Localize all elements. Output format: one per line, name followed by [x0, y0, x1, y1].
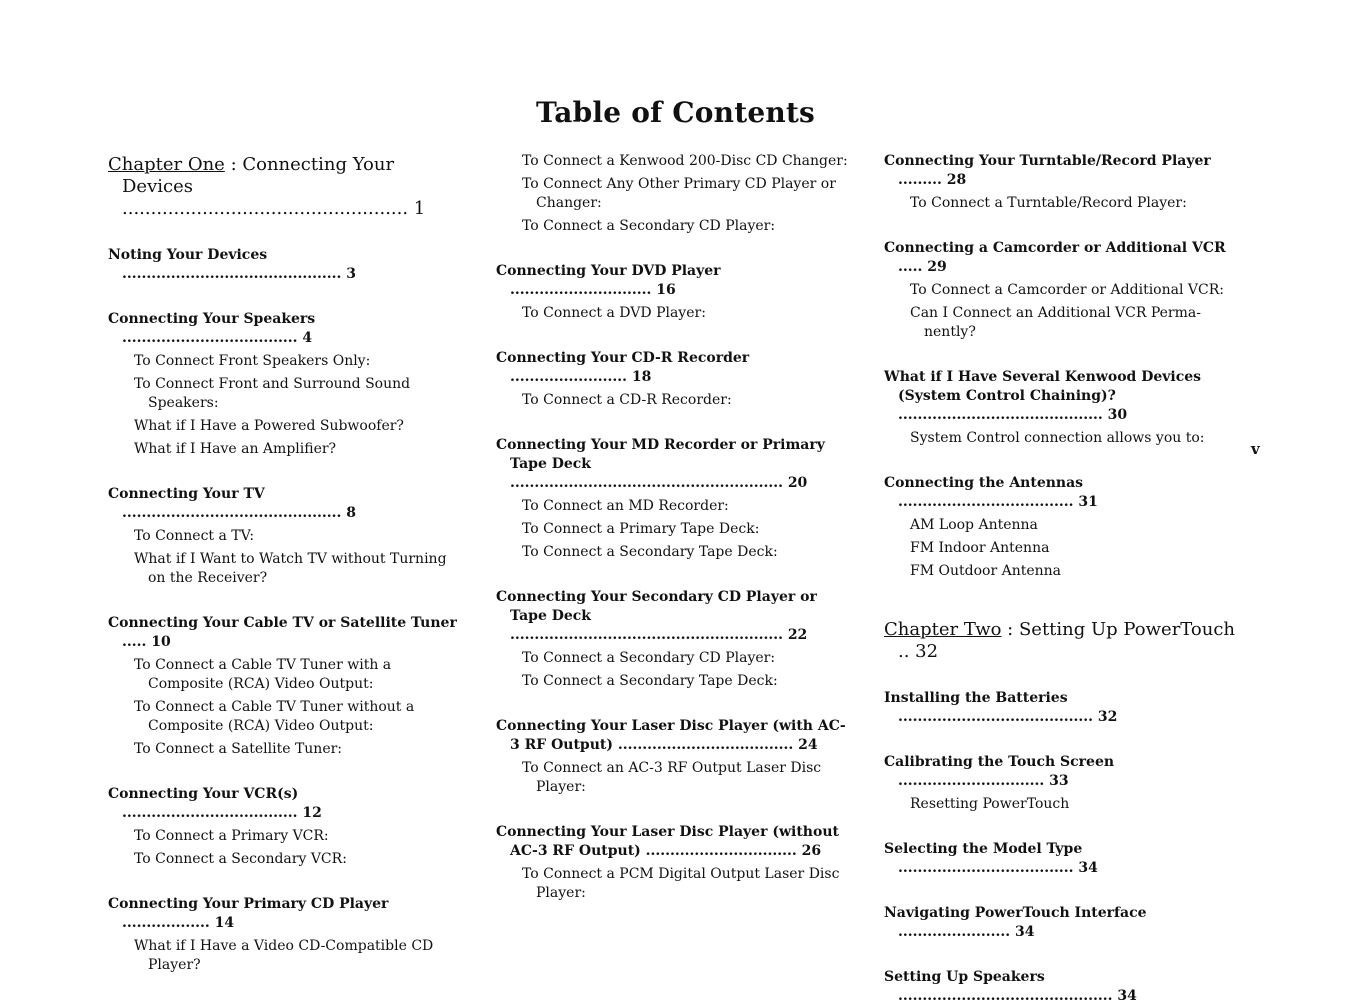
page-title: Table of Contents	[535, 96, 816, 129]
toc-subsection-entry[interactable]: To Connect a Primary Tape Deck:	[522, 521, 760, 537]
toc-section-entry[interactable]: Navigating PowerTouch Interface ....................... 34	[884, 905, 1147, 940]
toc-subsection-entry[interactable]: To Connect a Secondary Tape Deck:	[522, 544, 778, 560]
toc-subsection-entry[interactable]: To Connect a Secondary Tape Deck:	[522, 673, 778, 689]
toc-section-entry[interactable]: Connecting Your MD Recorder or Primary Tape Deck ........................................................ 20	[496, 437, 825, 491]
toc-section-entry[interactable]: Connecting the Antennas .................................... 31	[884, 475, 1098, 510]
toc-section-entry[interactable]: Connecting Your VCR(s) .................................... 12	[108, 786, 322, 821]
toc-section-entry[interactable]: Connecting Your Laser Disc Player (with AC-3 RF Output) .................................... 24	[496, 718, 846, 753]
toc-subsection-entry[interactable]: To Connect a Primary VCR:	[134, 828, 329, 844]
toc-section-entry[interactable]: Calibrating the Touch Screen .............................. 33	[884, 754, 1115, 789]
toc-subsection-entry[interactable]: To Connect a Cable TV Tuner with a Composite (RCA) Video Output:	[134, 657, 392, 692]
toc-section-entry[interactable]: Connecting a Camcorder or Additional VCR ..... 29	[884, 240, 1226, 275]
toc-section-entry[interactable]: Connecting Your Speakers .................................... 4	[108, 311, 316, 346]
toc-subsection-entry[interactable]: What if I Want to Watch TV without Turning on the Receiver?	[134, 551, 447, 586]
toc-subsection-entry[interactable]: To Connect a Satellite Tuner:	[134, 741, 343, 757]
toc-column-3	[884, 152, 1242, 1006]
toc-subsection-entry[interactable]: To Connect an MD Recorder:	[522, 498, 729, 514]
chapter-link[interactable]: Chapter Two	[884, 619, 1002, 640]
toc-subsection-entry[interactable]: To Connect a CD-R Recorder:	[522, 392, 732, 408]
toc-subsection-entry[interactable]: To Connect a TV:	[134, 528, 255, 544]
toc-column-1	[108, 152, 466, 975]
toc-subsection-entry[interactable]: Can I Connect an Additional VCR Perma- nently?	[910, 305, 1201, 340]
toc-subsection-entry[interactable]: To Connect Front and Surround Sound Speakers:	[134, 376, 411, 411]
toc-subsection-entry[interactable]: What if I Have an Amplifier?	[134, 441, 337, 457]
toc-subsection-entry[interactable]: To Connect a Cable TV Tuner without a Composite (RCA) Video Output:	[134, 699, 415, 734]
toc-subsection-entry[interactable]: To Connect an AC-3 RF Output Laser Disc Player:	[522, 760, 822, 795]
chapter-link[interactable]: Chapter One	[108, 154, 225, 175]
toc-subsection-entry[interactable]: What if I Have a Video CD-Compatible CD Player?	[134, 938, 434, 973]
page-number: v	[1251, 440, 1260, 458]
toc-section-entry[interactable]: What if I Have Several Kenwood Devices (System Control Chaining)? .......................................... 30	[884, 369, 1202, 423]
toc-subsection-entry[interactable]: To Connect a Secondary CD Player:	[522, 218, 776, 234]
toc-subsection-entry[interactable]: What if I Have a Powered Subwoofer?	[134, 418, 404, 434]
toc-subsection-entry[interactable]: To Connect Front Speakers Only:	[134, 353, 371, 369]
toc-subsection-entry[interactable]: To Connect a Secondary CD Player:	[522, 650, 776, 666]
toc-subsection-entry[interactable]: To Connect a Secondary VCR:	[134, 851, 347, 867]
toc-chapter-entry[interactable]	[884, 619, 1242, 663]
toc-subsection-entry[interactable]: To Connect Any Other Primary CD Player or Changer:	[522, 176, 836, 211]
chapter-title: : Setting Up PowerTouch .. 32	[898, 619, 1236, 662]
toc-subsection-entry[interactable]: To Connect a Kenwood 200-Disc CD Changer:	[522, 153, 848, 169]
toc-column-2	[496, 152, 854, 903]
toc-section-entry[interactable]: Selecting the Model Type .................................... 34	[884, 841, 1098, 876]
toc-subsection-entry[interactable]: AM Loop Antenna	[910, 517, 1038, 533]
toc-section-entry[interactable]: Setting Up Speakers ............................................ 34	[884, 969, 1137, 1004]
toc-subsection-entry[interactable]: FM Outdoor Antenna	[910, 563, 1061, 579]
toc-section-entry[interactable]: Installing the Batteries ........................................ 32	[884, 690, 1118, 725]
toc-section-entry[interactable]: Connecting Your Laser Disc Player (without AC-3 RF Output) ............................... 26	[496, 824, 839, 859]
toc-section-entry[interactable]: Connecting Your CD-R Recorder ........................ 18	[496, 350, 750, 385]
chapter-title: : Connecting Your Devices .................................................. 1	[122, 154, 426, 219]
toc-chapter-entry[interactable]	[108, 154, 466, 220]
toc-subsection-entry[interactable]: FM Indoor Antenna	[910, 540, 1050, 556]
toc-subsection-entry[interactable]: To Connect a Turntable/Record Player:	[910, 195, 1187, 211]
toc-subsection-entry[interactable]: To Connect a PCM Digital Output Laser Disc Player:	[522, 866, 840, 901]
toc-section-entry[interactable]: Connecting Your DVD Player ............................. 16	[496, 263, 721, 298]
toc-section-entry[interactable]: Noting Your Devices ............................................. 3	[108, 247, 356, 282]
toc-section-entry[interactable]: Connecting Your Secondary CD Player or Tape Deck ........................................................ 22	[496, 589, 817, 643]
toc-section-entry[interactable]: Connecting Your Primary CD Player .................. 14	[108, 896, 389, 931]
toc-subsection-entry[interactable]: Resetting PowerTouch	[910, 796, 1070, 812]
toc-subsection-entry[interactable]: To Connect a DVD Player:	[522, 305, 706, 321]
toc-subsection-entry[interactable]: System Control connection allows you to:	[910, 430, 1205, 446]
toc-subsection-entry[interactable]: To Connect a Camcorder or Additional VCR:	[910, 282, 1224, 298]
toc-section-entry[interactable]: Connecting Your Turntable/Record Player ......... 28	[884, 153, 1211, 188]
toc-section-entry[interactable]: Connecting Your Cable TV or Satellite Tuner ..... 10	[108, 615, 457, 650]
toc-section-entry[interactable]: Connecting Your TV ............................................. 8	[108, 486, 356, 521]
